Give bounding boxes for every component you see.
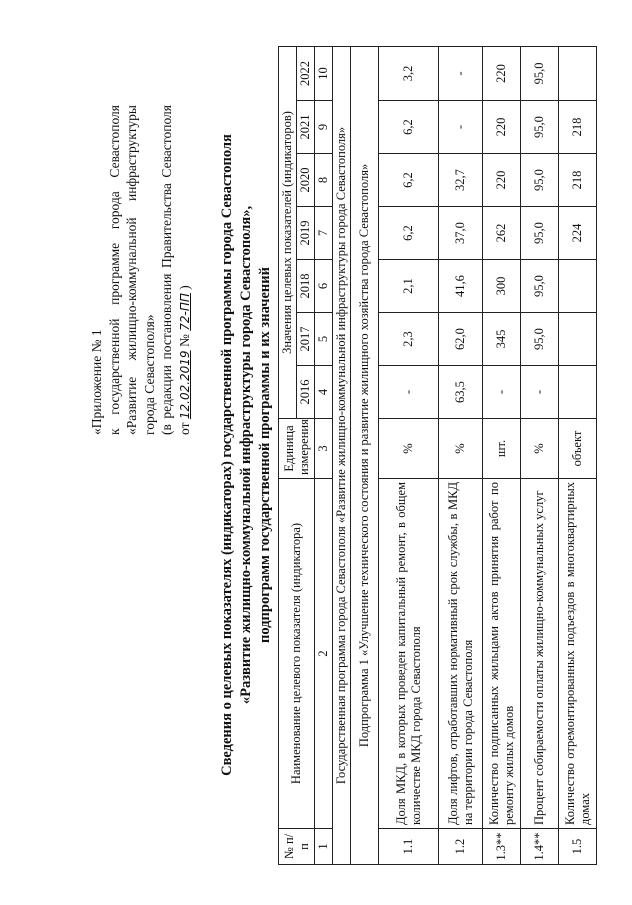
value-2022: - bbox=[439, 46, 483, 100]
value-2021: - bbox=[439, 101, 483, 154]
value-2016: - bbox=[521, 366, 559, 419]
values-group-header: Значения целевых показателей (индикаторов) bbox=[279, 46, 297, 418]
value-2017: 62,0 bbox=[439, 313, 483, 366]
year-header: 2017 bbox=[297, 313, 315, 366]
value-2019: 262 bbox=[483, 207, 521, 260]
value-2020: 6,2 bbox=[379, 154, 439, 207]
value-2018: 41,6 bbox=[439, 260, 483, 313]
column-number: 8 bbox=[315, 154, 333, 207]
year-header: 2016 bbox=[297, 366, 315, 419]
value-2022 bbox=[559, 46, 597, 100]
value-2018: 300 bbox=[483, 260, 521, 313]
indicator-name: Доля лифтов, отработавших нормативный срок службы, в МКД на территории города Севастополя bbox=[439, 479, 483, 829]
col-name-header: Наименование целевого показателя (индикатора) bbox=[279, 479, 315, 829]
value-2020: 32,7 bbox=[439, 154, 483, 207]
column-number: 5 bbox=[315, 313, 333, 366]
value-2019: 6,2 bbox=[379, 207, 439, 260]
table-row bbox=[521, 46, 559, 864]
col-unit-header: Единица измерения bbox=[279, 419, 315, 479]
indicator-name: Количество отремонтированных подъездов в многоквартирных домах bbox=[559, 479, 597, 829]
value-2016: - bbox=[379, 366, 439, 419]
value-2020: 95,0 bbox=[521, 154, 559, 207]
value-2022: 3,2 bbox=[379, 46, 439, 100]
subprogram-row bbox=[351, 46, 379, 864]
header-line-5: (в редакции постановления Правительства Севастополя bbox=[159, 105, 174, 435]
value-2022: 95,0 bbox=[521, 46, 559, 100]
header-line-6: от 12.02.2019 № 72-ПП ) bbox=[176, 285, 192, 435]
indicator-unit: % bbox=[521, 419, 559, 479]
indicator-unit: шт. bbox=[483, 419, 521, 479]
row-number: 1.3** bbox=[483, 829, 521, 865]
value-2021: 218 bbox=[559, 101, 597, 154]
value-2016: 63,5 bbox=[439, 366, 483, 419]
program-title-cell: Государственная программа города Севастополя «Развитие жилищно-коммунальной инфраструктуры города Севастополя» bbox=[333, 46, 351, 864]
value-2016 bbox=[559, 366, 597, 419]
column-number: 3 bbox=[315, 419, 333, 479]
handwritten-date: 12.02.2019 bbox=[177, 350, 192, 420]
appendix-header bbox=[88, 105, 194, 435]
year-header: 2020 bbox=[297, 154, 315, 207]
header-line-2: к государственной программе города Севастополя bbox=[106, 105, 122, 435]
year-header: 2018 bbox=[297, 260, 315, 313]
row-number: 1.1 bbox=[379, 829, 439, 865]
indicator-name: Доля МКД, в которых проведен капитальный ремонт, в общем количестве МКД города Севастополя bbox=[379, 479, 439, 829]
column-number: 6 bbox=[315, 260, 333, 313]
year-header: 2019 bbox=[297, 207, 315, 260]
subprogram-title-cell: Подпрограмма 1 «Улучшение технического состояния и развитие жилищного хозяйства города Севастополя» bbox=[351, 46, 379, 864]
indicator-unit: % bbox=[379, 419, 439, 479]
column-number: 2 bbox=[315, 479, 333, 829]
value-2017: 95,0 bbox=[521, 313, 559, 366]
column-number: 1 bbox=[315, 829, 333, 865]
value-2017: 345 bbox=[483, 313, 521, 366]
value-2019: 37,0 bbox=[439, 207, 483, 260]
value-2020: 218 bbox=[559, 154, 597, 207]
value-2021: 6,2 bbox=[379, 101, 439, 154]
value-2016: - bbox=[483, 366, 521, 419]
appendix-title: «Приложение № 1 bbox=[89, 329, 104, 435]
column-number: 4 bbox=[315, 366, 333, 419]
table-row bbox=[483, 46, 521, 864]
value-2019: 95,0 bbox=[521, 207, 559, 260]
year-header: 2021 bbox=[297, 101, 315, 154]
indicator-unit: объект bbox=[559, 419, 597, 479]
indicators-table bbox=[278, 46, 597, 865]
table-row bbox=[379, 46, 439, 864]
row-number: 1.2 bbox=[439, 829, 483, 865]
value-2017: 2,3 bbox=[379, 313, 439, 366]
value-2018: 2,1 bbox=[379, 260, 439, 313]
table-row bbox=[439, 46, 483, 864]
value-2020: 220 bbox=[483, 154, 521, 207]
handwritten-number: 72-ПП bbox=[177, 293, 192, 331]
column-number: 9 bbox=[315, 101, 333, 154]
indicator-name: Количество подписанных жильцами актов принятия работ по ремонту жилых домов bbox=[483, 479, 521, 829]
value-2021: 220 bbox=[483, 101, 521, 154]
col-num-header: № п/п bbox=[279, 829, 315, 865]
row-number: 1.4** bbox=[521, 829, 559, 865]
value-2021: 95,0 bbox=[521, 101, 559, 154]
header-line-3: «Развитие жилищно-коммунальной инфраструктуры bbox=[124, 105, 139, 435]
column-numbers-row bbox=[315, 46, 333, 864]
row-number: 1.5 bbox=[559, 829, 597, 865]
header-line-4: города Севастополя» bbox=[141, 314, 157, 435]
column-number: 10 bbox=[315, 46, 333, 100]
indicator-name: Процент собираемости оплаты жилищно-коммунальных услуг bbox=[521, 479, 559, 829]
value-2018 bbox=[559, 260, 597, 313]
program-row bbox=[333, 46, 351, 864]
document-title: Сведения о целевых показателях (индикаторах) государственной программы города Севастополя «Развитие жилищно-коммунальной инфраструктуры города Севастополя», подпрограмм государственной программы и их значений bbox=[219, 134, 273, 776]
table-header-row bbox=[279, 46, 297, 864]
year-header: 2022 bbox=[297, 46, 315, 100]
value-2019: 224 bbox=[559, 207, 597, 260]
table-row bbox=[559, 46, 597, 864]
indicator-unit: % bbox=[439, 419, 483, 479]
value-2018: 95,0 bbox=[521, 260, 559, 313]
value-2017 bbox=[559, 313, 597, 366]
column-number: 7 bbox=[315, 207, 333, 260]
value-2022: 220 bbox=[483, 46, 521, 100]
